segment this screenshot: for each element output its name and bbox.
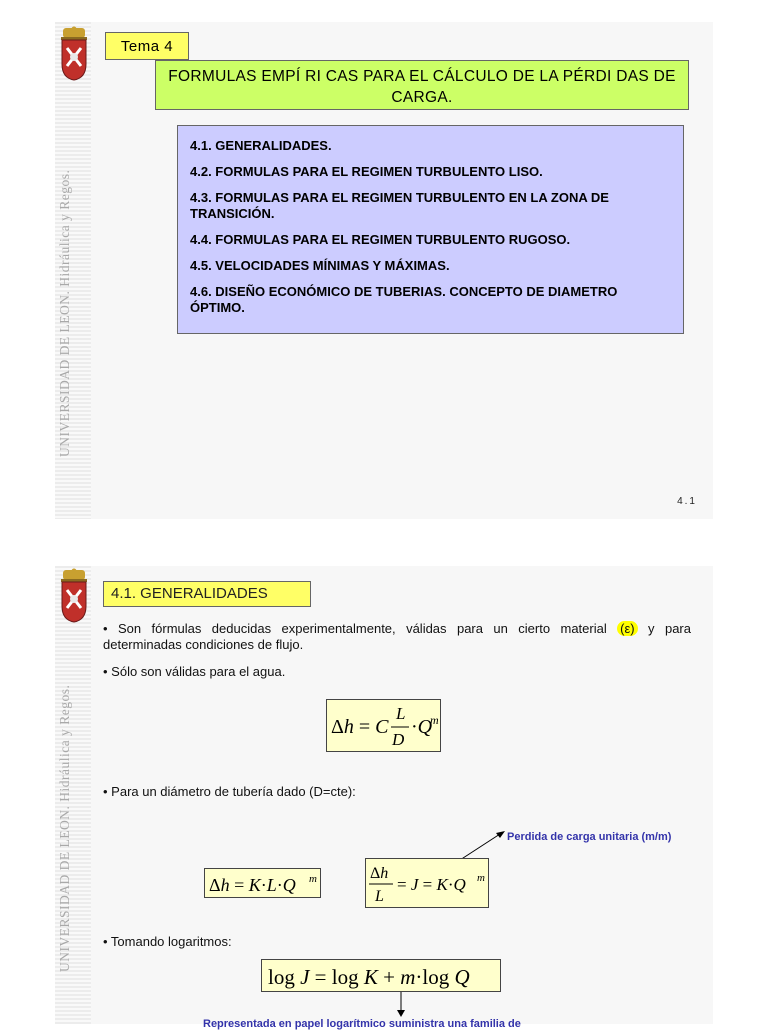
bullet-paragraph: • Para un diámetro de tubería dado (D=cte): bbox=[103, 784, 356, 799]
svg-text:= J = K·Q: = J = K·Q bbox=[397, 875, 466, 894]
slide-title: FORMULAS EMPÍ RI CAS PARA EL CÁLCULO DE LA PÉRDI DAS DE CARGA. bbox=[155, 60, 689, 110]
toc-item: 4.6. DISEÑO ECONÓMICO DE TUBERIAS. CONCEPTO DE DIAMETRO ÓPTIMO. bbox=[190, 284, 618, 315]
slide-title: 4.1. GENERALIDADES bbox=[103, 581, 311, 607]
svg-text:log J = log K + m·log Q: log J = log K + m·log Q bbox=[268, 965, 470, 989]
toc-item: 4.1. GENERALIDADES. bbox=[190, 138, 332, 153]
sidebar-strip bbox=[55, 22, 91, 519]
svg-text:m: m bbox=[477, 872, 485, 884]
formula-headloss-k bbox=[204, 868, 321, 898]
topic-label: Tema 4 bbox=[105, 32, 189, 60]
arrow-down-icon bbox=[395, 992, 407, 1018]
bullet-text: y para determinadas condiciones de flujo. bbox=[103, 621, 691, 652]
svg-text:·Q: ·Q bbox=[411, 716, 433, 738]
svg-text:m: m bbox=[309, 873, 317, 885]
svg-text:m: m bbox=[430, 713, 439, 727]
slide-1 bbox=[55, 22, 713, 519]
annotation-unit-headloss: Perdida de carga unitaria (m/m) bbox=[507, 831, 672, 843]
sidebar-strip bbox=[55, 566, 91, 1024]
bullet-paragraph bbox=[103, 621, 691, 653]
university-crest-icon bbox=[57, 568, 91, 624]
svg-text:Δh = C: Δh = C bbox=[331, 716, 389, 738]
svg-text:Δh: Δh bbox=[370, 865, 389, 882]
svg-text:Δh = K·L·Q: Δh = K·L·Q bbox=[209, 875, 296, 895]
formula-unit-headloss bbox=[365, 858, 489, 908]
table-of-contents bbox=[177, 125, 684, 334]
toc-item: 4.2. FORMULAS PARA EL REGIMEN TURBULENTO LISO. bbox=[190, 164, 543, 179]
university-crest-icon bbox=[57, 26, 91, 82]
page-number: 4.1 bbox=[677, 496, 697, 507]
svg-text:L: L bbox=[396, 704, 406, 723]
annotation-log-paper: Representada en papel logarítmico suministra una familia de bbox=[203, 1018, 521, 1030]
formula-log bbox=[261, 959, 501, 992]
formula-headloss bbox=[326, 699, 441, 752]
svg-text:L: L bbox=[375, 888, 384, 905]
bullet-text: • Son fórmulas deducidas experimentalmente, válidas para un cierto material bbox=[103, 621, 618, 636]
bullet-paragraph: • Tomando logaritmos: bbox=[103, 934, 232, 949]
epsilon-highlight: (ε) bbox=[617, 621, 637, 636]
toc-item: 4.5. VELOCIDADES MÍNIMAS Y MÁXIMAS. bbox=[190, 258, 450, 273]
toc-item: 4.3. FORMULAS PARA EL REGIMEN TURBULENTO EN LA ZONA DE TRANSICIÓN. bbox=[190, 190, 609, 221]
slide-2 bbox=[55, 566, 713, 1030]
svg-text:D: D bbox=[392, 730, 405, 749]
toc-item: 4.4. FORMULAS PARA EL REGIMEN TURBULENTO RUGOSO. bbox=[190, 232, 571, 247]
university-vertical-text: UNIVERSIDAD DE LEON. Hidráulica y Regos. bbox=[57, 684, 72, 972]
bullet-paragraph: • Sólo son válidas para el agua. bbox=[103, 664, 286, 679]
university-vertical-text: UNIVERSIDAD DE LEON. Hidráulica y Regos. bbox=[57, 169, 72, 457]
